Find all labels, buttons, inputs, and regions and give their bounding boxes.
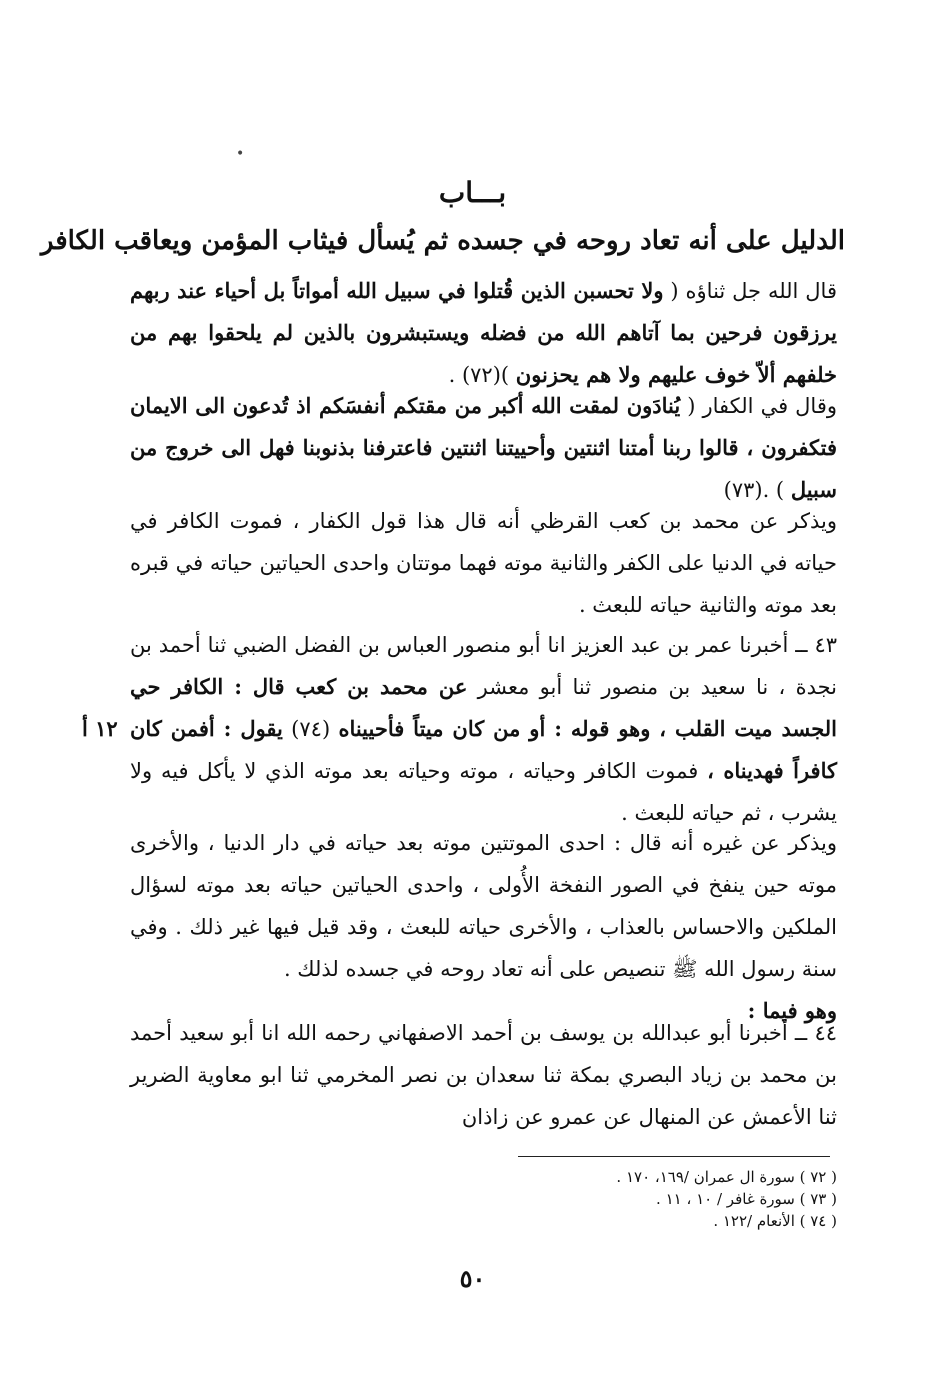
page-number: ٥٠ [459, 1264, 486, 1293]
footnote-ref-74: (٧٤) [282, 717, 339, 741]
hadith-44 [130, 1012, 837, 1138]
quran-verse-2: يُنادَون لمقت الله أكبر من مقتكم أنفسَكم اذ تُدعون الى الايمان فتكفرون ، قالوا ربنا أمتنا اثنتين وأحييتنا اثنتين فاعترفنا بذنوبنا فهل الى خروج من سبيل [130, 393, 837, 502]
hadith-43 [130, 624, 837, 834]
paragraph-1 [130, 270, 837, 396]
footnotes [616, 1166, 837, 1232]
hadith-43-isnad: ٤٣ ــ أخبرنا عمر بن عبد العزيز انا أبو منصور العباس بن الفضل الضبي ثنا أحمد بن نجدة ، نا سعيد بن منصور ثنا أبو معشر [130, 633, 837, 699]
scan-speck: • [236, 146, 245, 162]
paragraph-5-lead-in: وهو فيما : [747, 998, 837, 1023]
manuscript-folio-note: ١٢ أ [82, 716, 118, 741]
hadith-43-matn-bold-2: يقول : أفمن كان كافراً فهديناه ، [130, 716, 837, 783]
paragraph-2-intro: وقال في الكفار ( [680, 394, 838, 418]
paragraph-2 [130, 385, 837, 511]
footnote-74: ( ٧٤ ) الأنعام /١٢٢ . [713, 1212, 837, 1230]
paragraph-3-text: ويذكر عن محمد بن كعب القرظي أنه قال هذا قول الكفار ، فموت الكافر في حياته في الدنيا على الكفر والثانية موته فهما موتتان واحدى الحياتين حياته في قبره بعد موته والثانية حياته للبعث . [130, 509, 837, 617]
hadith-43-tail: فموت الكافر وحياته ، موته وحياته بعد موته الذي لا يأكل فيه ولا يشرب ، ثم حياته للبعث . [130, 759, 837, 825]
chapter-heading: بـــاب [438, 176, 507, 209]
footnote-ref-72: )(٧٢) . [448, 363, 516, 387]
chapter-title: الدليل على أنه تعاد روحه في جسده ثم يُسأل فيثاب المؤمن ويعاقب الكافر [40, 226, 845, 256]
paragraph-5-text: ويذكر عن غيره أنه قال : احدى الموتتين موته بعد حياته في دار الدنيا ، والأخرى موته حين ينفخ في الصور النفخة الأُولى ، واحدى الحياتين حياته بعد موته لسؤال الملكين والاحساس بالعذاب ، والأخرى حياته للبعث ، وقد قيل فيها غير ذلك . وفي سنة رسول الله ﷺ تنصيص على أنه تعاد روحه في جسده لذلك . [130, 831, 837, 981]
hadith-43-matn-bold-1: عن محمد بن كعب قال : الكافر حي الجسد ميت القلب ، وهو قوله : أو من كان ميتاً فأحييناه [130, 674, 838, 741]
quran-verse-1: ولا تحسبن الذين قُتلوا في سبيل الله أمواتاً بل أحياء عند ربهم يرزقون فرحين بما آتاهم الله من فضله ويستبشرون بالذين لم يلحقوا بهم من خلفهم ألاّ خوف عليهم ولا هم يحزنون [130, 278, 837, 387]
footnote-divider [518, 1156, 830, 1157]
paragraph-5 [130, 822, 837, 1032]
paragraph-3 [130, 500, 837, 626]
paragraph-1-intro: قال الله جل ثناؤه ( [663, 279, 837, 303]
footnote-73: ( ٧٣ ) سورة غافر / ١٠ ، ١١ . [656, 1190, 837, 1208]
footnote-ref-73: ) .(٧٣) [723, 478, 791, 502]
hadith-44-text: ٤٤ ــ أخبرنا أبو عبدالله بن يوسف بن أحمد الاصفهاني رحمه الله انا أبو سعيد أحمد بن محمد بن زياد البصري بمكة ثنا سعدان بن نصر المخرمي ثنا ابو معاوية الضرير ثنا الأعمش عن المنهال عن عمرو عن زاذان [130, 1021, 837, 1129]
footnote-72: ( ٧٢ ) سورة ال عمران /١٦٩، ١٧٠ . [616, 1168, 837, 1186]
